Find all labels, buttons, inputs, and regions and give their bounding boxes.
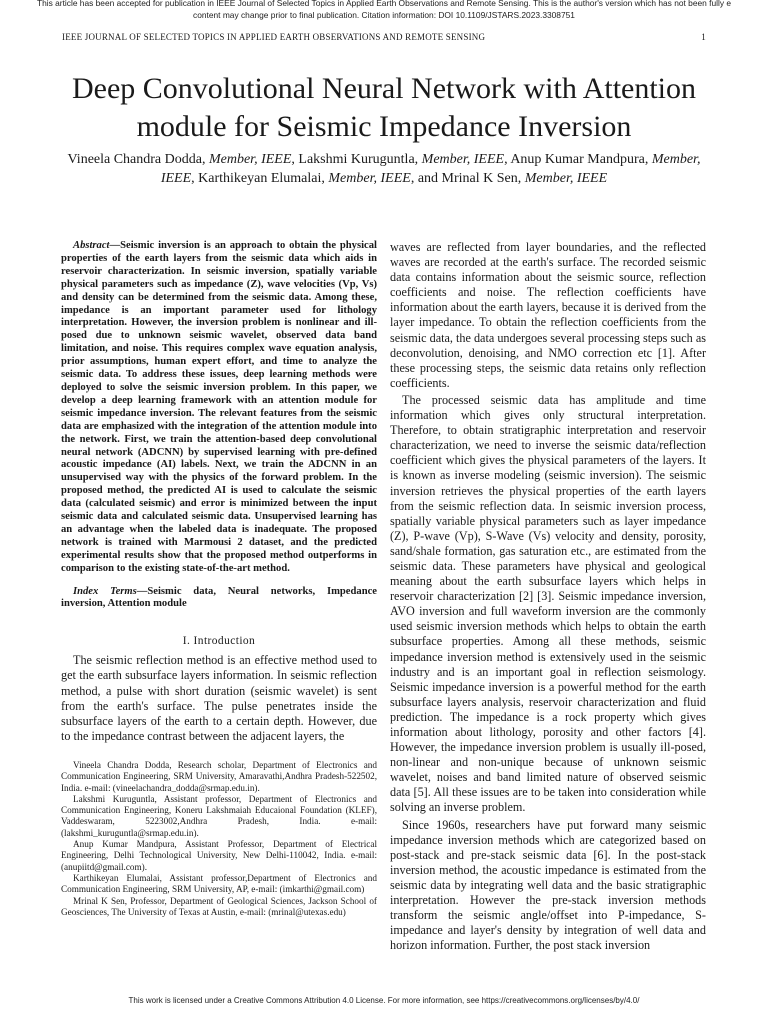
intro-paragraph: The seismic reflection method is an effective method used to get the earth subsurface layers information. In seismic reflection method, a pulse with short duration (seismic wavelet) is sent from the earth's surface. The pulse penetrates inside the subsurface layers of the earth to a certain depth. However, due to the impedance contrast between the adjacent layers, the xyxy=(61,653,377,743)
index-terms-text: —Seismic data, Neural networks, Impedance inversion, Attention module xyxy=(61,585,377,610)
body-paragraph-3: Since 1960s, researchers have put forward many seismic impedance inversion methods which are categorized based on post-stack and pre-stack seismic data [6]. In the post-stack inversion method, the acoustic impedance is estimated from the seismic data by integrating well data and the basic stratigraphic interpretation. However the pre-stack inversion methods transform the seismic angle/offset into P-impedance, S-impedance and layer's density by integration of well data and horizon information. Further, the post stack inversion xyxy=(390,817,706,953)
author-2-role: Member, IEEE xyxy=(421,152,505,167)
author-3-role: Member, IEEE xyxy=(160,152,701,186)
index-terms xyxy=(61,586,377,612)
footnote-author-1: Vineela Chandra Dodda, Research scholar, Department of Electronics and Communication Engineering, SRM University, Amaravathi,Andhra Pradesh-522502, India. e-mail: (vineelachandra_dodda@srmap.edu.in). xyxy=(61,759,377,793)
publication-notice xyxy=(0,0,768,21)
footnote-author-2: Lakshmi Kuruguntla, Assistant professor, Department of Electronics and Communication Engineering, Koneru Lakshmaiah Educaional Foundation (KLEF), Vaddeswaram, 5223002,Andhra Pradesh, India. e-mail: (lakshmi_kuruguntla@srmap.edu.in). xyxy=(61,793,377,838)
author-list xyxy=(50,150,718,188)
notice-line-1: This article has been accepted for publication in IEEE Journal of Selected Topics in Applied Earth Observations and Remote Sensing. This is the author's version which has not been fully e xyxy=(36,0,732,8)
author-5: , and Mrinal K Sen, xyxy=(410,171,522,186)
author-2: , Lakshmi Kuruguntla, xyxy=(291,152,419,167)
page-number: 1 xyxy=(701,32,706,42)
paper-title: Deep Convolutional Neural Network with Attention module for Seismic Impedance Inversion xyxy=(71,72,697,143)
section-heading-introduction: I. Introduction xyxy=(182,635,256,648)
author-1-role: Member, IEEE xyxy=(208,152,292,167)
abstract xyxy=(61,240,377,576)
right-column xyxy=(390,240,706,953)
abstract-text: —Seismic inversion is an approach to obtain the physical properties of the earth layers from the seismic data which aids in reservoir characterization. In seismic inversion, spatially variable physical parameters such as impedance (Z), wave velocities (Vp, Vs) and density can be determined from the seismic data. Among these, impedance is an important parameter used for lithology interpretation. However, the inversion problem is nonlinear and ill-posed due to unknown seismic wavelet, observed data band limitation, and noise. This requires complex wave equation analysis, prior assumptions, human expert effort, and time to analyze the seismic data. To address these issues, deep learning methods were deployed to solve the seismic inversion problem. In this paper, we develop a deep learning framework with an attention module for seismic impedance inversion. The relevant features from the seismic data are emphasized with the integration of the attention module into the network. First, we train the attention-based deep convolutional neural network (ADCNN) by supervised learning with pre-defined acoustic impedance (AI) labels. Next, we train the ADCNN in an unsupervised way with the physics of the forward problem. In the proposed method, the predicted AI is used to calculate the seismic data (calculated seismic) and error is minimized between the input seismic data and calculated seismic data. Unsupervised learning has an advantage when the labeled data is inadequate. The proposed network is trained with Marmousi 2 dataset, and the predicted experimental results show that the proposed method outperforms in comparison to the existing state-of-the-art method. xyxy=(61,240,377,574)
footnote-author-3: Anup Kumar Mandpura, Assistant Professor, Department of Electrical Engineering, Delhi Technological University, New Delhi-110042, India. e-mail: (anupiitd@gmail.com). xyxy=(61,839,377,872)
index-terms-label: Index Terms xyxy=(73,585,137,597)
footnote-author-5: Mrinal K Sen, Professor, Department of Geological Sciences, Jackson School of Geosciences, The University of Texas at Austin, e-mail: (mrinal@utexas.edu) xyxy=(61,895,377,917)
running-head xyxy=(62,32,706,46)
notice-line-2: content may change prior to final publication. Citation information: DOI 10.1109/JSTARS.2023.3308751 xyxy=(193,10,575,20)
footnotes xyxy=(61,760,377,918)
abstract-label: Abstract xyxy=(73,240,110,251)
author-1: Vineela Chandra Dodda, xyxy=(67,152,206,167)
left-column xyxy=(61,240,377,918)
body-paragraph-2: The processed seismic data has amplitude and time information which gives only structural interpretation. Therefore, to obtain stratigraphic interpretation and reservoir characterization, we need to inverse the seismic data/reflection coefficient which gives the physical parameters of the layers. It is known as inverse modeling (seismic inversion). The seismic inversion retrieves the physical properties of the earth layers from the seismic reflection data. In seismic inversion process, spatially variable physical parameters such as layer impedance (Z), P-wave (Vp), S-Wave (Vs) velocity and density, porosity, sand/shale formation, gas saturation etc., are estimated from the seismic data. These parameters have physical and geological meaning about the earth subsurface layers which helps in reservoir characterization [2] [3]. Seismic impedance inversion, AVO inversion and full waveform inversion are the commonly used seismic inversion methods which helps to obtain the earth subsurface properties. Among all these methods, seismic impedance inversion method is extensively used in the seismic industry and is an important goal in reflection seismology. Seismic impedance inversion is a powerful method for the earth subsurface layers analysis, reservoir characterization and fluid prediction. The impedance is a rock property which gives information about lithology, porosity and other factors [4]. However, the impedance inversion problem is usually ill-posed, non-linear and non-unique because of unknown seismic wavelet, noises and band limited nature of observed seismic data [5]. All these issues are to be taken into consideration while solving an inverse problem. xyxy=(390,392,706,815)
author-4: , Karthikeyan Elumalai, xyxy=(191,171,325,186)
body-paragraph-1: waves are reflected from layer boundaries, and the reflected waves are recorded at the earth's surface. The recorded seismic data contains information about the seismic source, reflection coefficients and noise. The reflection coefficients have information about the earth layers, because it is derived from the layer impedance. To obtain the reflection coefficients from the seismic data, the data undergoes several processing steps such as deconvolution, denoising, and NMO correction etc [1]. After these processing steps, the seismic data retains only reflection coefficients. xyxy=(390,240,706,390)
footnote-author-4: Karthikeyan Elumalai, Assistant professor,Department of Electronics and Communication Engineering, SRM University, AP, e-mail: (imkarthi@gmail.com) xyxy=(61,872,377,895)
journal-name: IEEE JOURNAL OF SELECTED TOPICS IN APPLIED EARTH OBSERVATIONS AND REMOTE SENSING xyxy=(62,32,486,42)
author-3: , Anup Kumar Mandpura, xyxy=(504,152,649,167)
license-footer: This work is licensed under a Creative Commons Attribution 4.0 License. For more information, see https://creativecommons.org/licenses/by/4.0/ xyxy=(128,996,640,1005)
author-4-role: Member, IEEE xyxy=(328,171,411,186)
author-5-role: Member, IEEE xyxy=(524,171,608,186)
